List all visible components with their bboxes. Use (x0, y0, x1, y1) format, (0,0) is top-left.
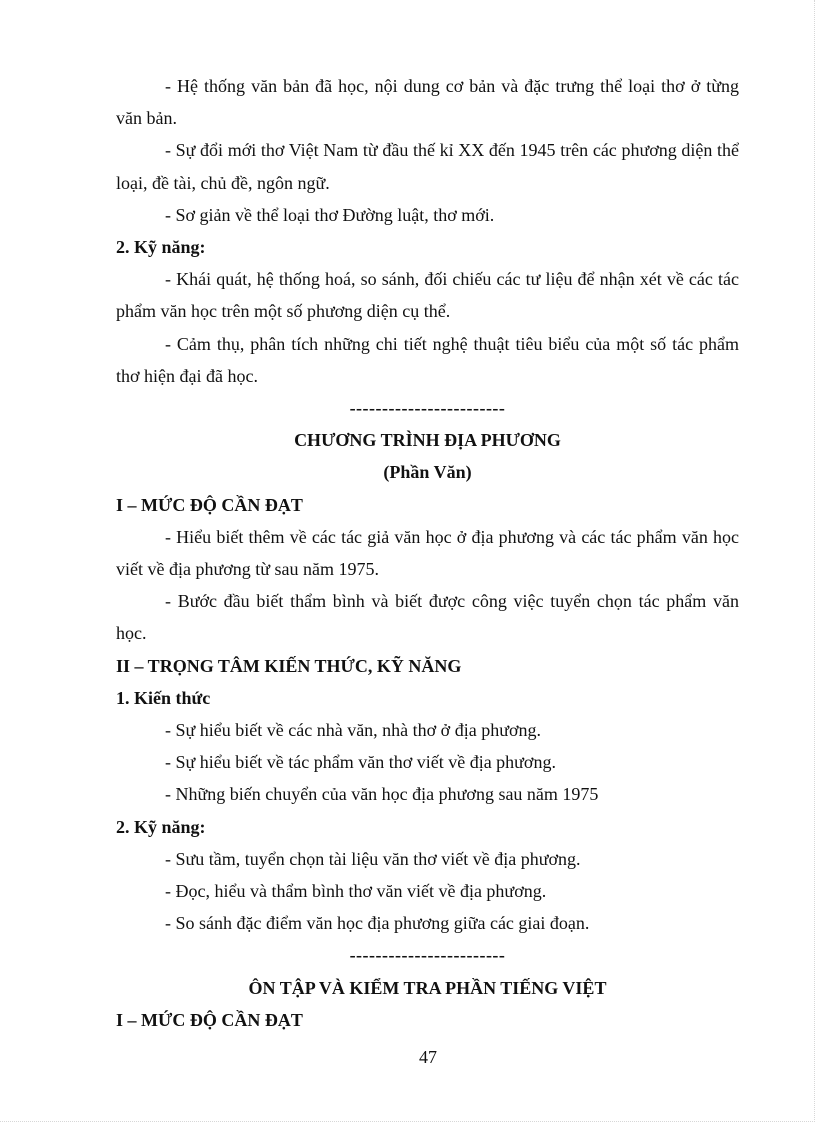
page-number: 47 (419, 1047, 437, 1067)
paragraph: - Sự đổi mới thơ Việt Nam từ đầu thế kỉ XX đến 1945 trên các phương diện thể loại, đề tài, chủ đề, ngôn ngữ. (116, 140, 739, 193)
paragraph: - Hiểu biết thêm về các tác giả văn học ở địa phương và các tác phẩm văn học viết về địa phương từ sau năm 1975. (116, 526, 739, 580)
centered-title: CHƯƠNG TRÌNH ĐỊA PHƯƠNG (294, 430, 561, 451)
paragraph: - Đọc, hiểu và thẩm bình thơ văn viết về địa phương. (165, 881, 547, 902)
section-heading: I – MỨC ĐỘ CẦN ĐẠT (116, 494, 303, 515)
paragraph: - Những biến chuyển của văn học địa phương sau năm 1975 (165, 784, 599, 805)
paragraph: - So sánh đặc điểm văn học địa phương giữa các giai đoạn. (165, 913, 590, 934)
paragraph: - Sự hiểu biết về các nhà văn, nhà thơ ở địa phương. (165, 720, 541, 741)
paragraph: - Sự hiểu biết về tác phẩm văn thơ viết về địa phương. (165, 752, 556, 773)
section-heading: II – TRỌNG TÂM KIẾN THỨC, KỸ NĂNG (116, 655, 462, 676)
document-body (116, 70, 739, 1036)
separator: ------------------------ (349, 945, 506, 966)
paragraph: - Khái quát, hệ thống hoá, so sánh, đối chiếu các tư liệu để nhận xét về các tác phẩm văn học trên một số phương diện cụ thể. (116, 269, 739, 322)
paragraph: - Sưu tầm, tuyển chọn tài liệu văn thơ viết về địa phương. (165, 848, 581, 869)
centered-title: ÔN TẬP VÀ KIỂM TRA PHẦN TIẾNG VIỆT (248, 977, 607, 998)
paragraph: - Sơ giản về thể loại thơ Đường luật, thơ mới. (165, 204, 495, 225)
paragraph: - Bước đầu biết thẩm bình và biết được công việc tuyển chọn tác phẩm văn học. (116, 591, 739, 644)
section-heading: 1. Kiến thức (116, 687, 211, 708)
paragraph: - Hệ thống văn bản đã học, nội dung cơ bản và đặc trưng thể loại thơ ở từng văn bản. (116, 76, 739, 129)
separator: ------------------------ (349, 398, 506, 419)
paragraph: - Cảm thụ, phân tích những chi tiết nghệ thuật tiêu biểu của một số tác phẩm thơ hiện đại đã học. (116, 333, 739, 386)
centered-title: (Phần Văn) (383, 462, 472, 483)
section-heading: 2. Kỹ năng: (116, 237, 206, 258)
section-heading: 2. Kỹ năng: (116, 816, 206, 837)
section-heading: I – MỨC ĐỘ CẦN ĐẠT (116, 1009, 303, 1030)
